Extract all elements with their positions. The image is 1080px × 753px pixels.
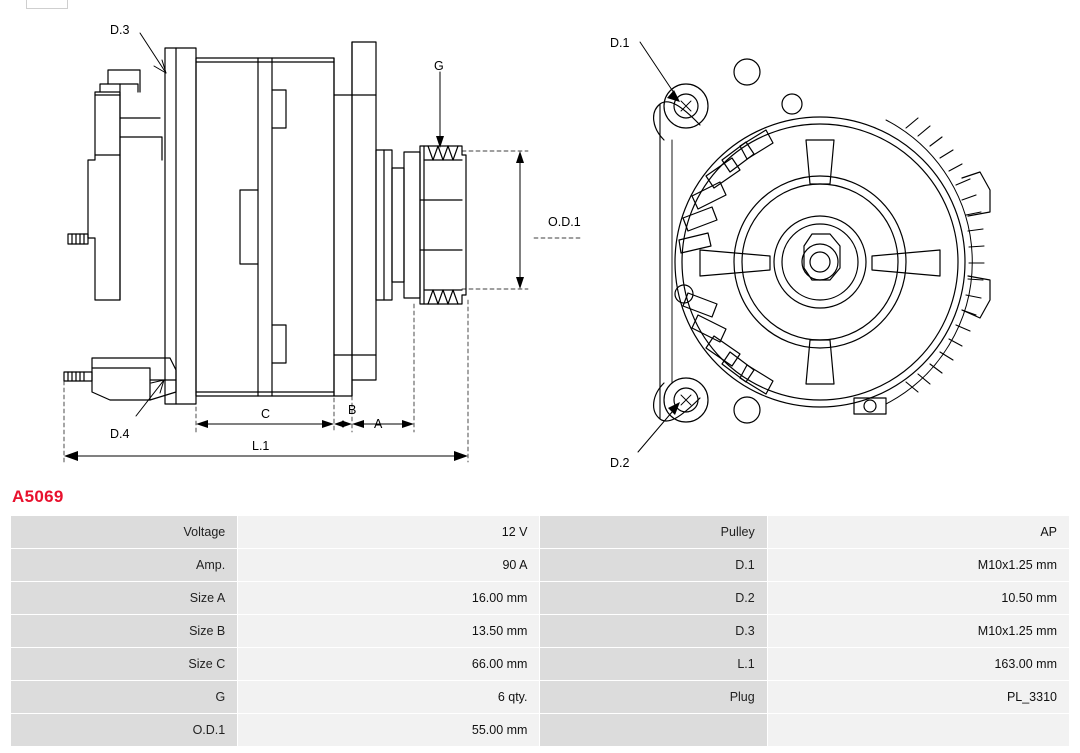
spec-label: Size B	[11, 615, 238, 648]
spec-label: D.2	[540, 582, 767, 615]
spec-value: 6 qty.	[238, 681, 540, 714]
spec-label: Size A	[11, 582, 238, 615]
label-l1: L.1	[252, 439, 270, 453]
spec-value: 163.00 mm	[767, 648, 1069, 681]
spec-value: M10x1.25 mm	[767, 549, 1069, 582]
spec-value-empty	[767, 714, 1069, 747]
spec-label: Pulley	[540, 516, 767, 549]
spec-label: L.1	[540, 648, 767, 681]
spec-value: 90 A	[238, 549, 540, 582]
spec-value: 16.00 mm	[238, 582, 540, 615]
label-b: B	[348, 403, 357, 417]
spec-label: D.1	[540, 549, 767, 582]
spec-value: 55.00 mm	[238, 714, 540, 747]
spec-label: Size C	[11, 648, 238, 681]
table-row	[11, 516, 1070, 549]
table-row	[11, 681, 1070, 714]
spec-value: PL_3310	[767, 681, 1069, 714]
spec-label: D.3	[540, 615, 767, 648]
label-g: G	[434, 59, 444, 73]
table-row	[11, 615, 1070, 648]
spec-value: 13.50 mm	[238, 615, 540, 648]
label-od1: O.D.1	[548, 215, 581, 229]
spec-value: 12 V	[238, 516, 540, 549]
table-row	[11, 549, 1070, 582]
spec-value: AP	[767, 516, 1069, 549]
label-d3: D.3	[110, 23, 130, 37]
part-number: A5069	[12, 487, 64, 506]
label-d4: D.4	[110, 427, 130, 441]
spec-label: O.D.1	[11, 714, 238, 747]
label-a: A	[374, 417, 383, 431]
table-row	[11, 582, 1070, 615]
label-d2: D.2	[610, 456, 630, 470]
spec-value: 66.00 mm	[238, 648, 540, 681]
specifications-table	[10, 515, 1070, 747]
spec-label: Plug	[540, 681, 767, 714]
spec-label: G	[11, 681, 238, 714]
table-row	[11, 648, 1070, 681]
spec-value: 10.50 mm	[767, 582, 1069, 615]
label-c: C	[261, 407, 271, 421]
spec-label-empty	[540, 714, 767, 747]
spec-label: Voltage	[11, 516, 238, 549]
spec-value: M10x1.25 mm	[767, 615, 1069, 648]
label-d1: D.1	[610, 36, 630, 50]
table-row	[11, 714, 1070, 747]
spec-label: Amp.	[11, 549, 238, 582]
